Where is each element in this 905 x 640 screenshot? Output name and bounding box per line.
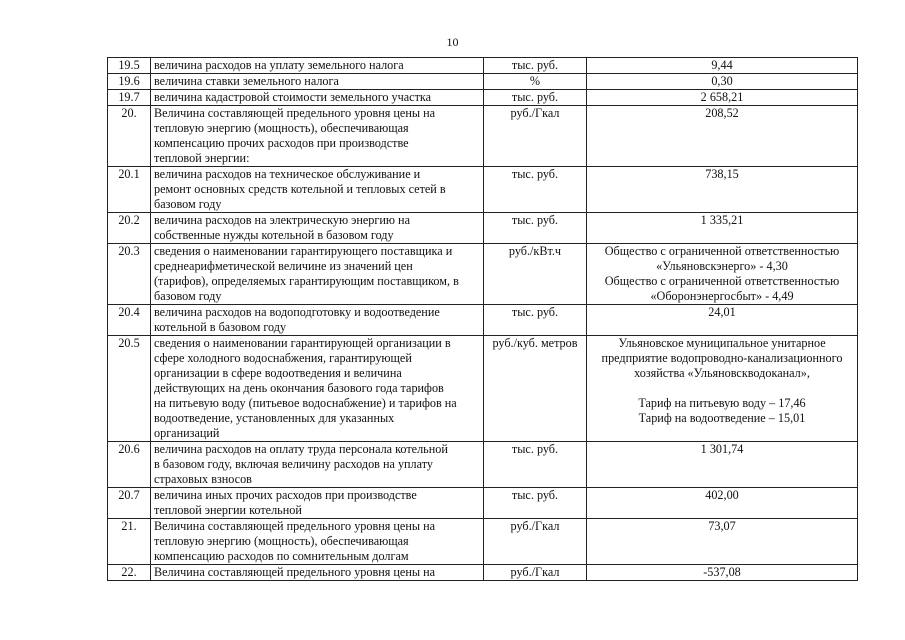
row-number: 20.5 (108, 336, 151, 442)
table-row (108, 213, 858, 244)
value-line: 24,01 (708, 305, 736, 319)
row-description (151, 58, 484, 74)
row-value (587, 90, 858, 106)
value-line: -537,08 (703, 565, 741, 579)
value-line: хозяйства «Ульяновскводоканал», (634, 366, 810, 380)
value-line (590, 381, 854, 396)
value-line: 2 658,21 (700, 90, 744, 104)
row-value (587, 244, 858, 305)
row-value (587, 336, 858, 442)
value-line: Общество с ограниченной ответственностью (604, 274, 840, 288)
tariff-table (107, 57, 858, 581)
row-description (151, 442, 484, 488)
row-unit: тыс. руб. (484, 58, 587, 74)
row-value (587, 488, 858, 519)
value-line: 73,07 (708, 519, 736, 533)
description-line: компенсацию расходов по сомнительным долгам (154, 549, 409, 563)
description-line: тепловую энергию (мощность), обеспечивающая (154, 121, 409, 135)
value-line: 1 335,21 (700, 213, 744, 227)
row-number: 20.7 (108, 488, 151, 519)
row-number: 21. (108, 519, 151, 565)
description-line: базовом году (154, 289, 222, 303)
row-unit: тыс. руб. (484, 90, 587, 106)
row-description (151, 106, 484, 167)
row-description (151, 74, 484, 90)
value-line: Ульяновское муниципальное унитарное (618, 336, 826, 350)
value-line: 1 301,74 (700, 442, 744, 456)
row-unit: тыс. руб. (484, 305, 587, 336)
row-value (587, 213, 858, 244)
description-line: страховых взносов (154, 472, 252, 486)
row-description (151, 488, 484, 519)
row-unit: руб./Гкал (484, 565, 587, 581)
row-unit: тыс. руб. (484, 488, 587, 519)
table-row (108, 305, 858, 336)
description-line: водоотведение, установленных для указанных (154, 411, 395, 425)
description-line: величина расходов на электрическую энергию на (154, 213, 410, 227)
description-line: сведения о наименовании гарантирующего поставщика и (154, 244, 453, 258)
table-row (108, 244, 858, 305)
row-number: 19.5 (108, 58, 151, 74)
row-number: 20.2 (108, 213, 151, 244)
description-line: величина расходов на водоподготовку и водоотведение (154, 305, 440, 319)
description-line: величина кадастровой стоимости земельного участка (154, 90, 432, 104)
row-number: 20.4 (108, 305, 151, 336)
description-line: сведения о наименовании гарантирующей организации в (154, 336, 451, 350)
row-unit: тыс. руб. (484, 213, 587, 244)
row-unit: руб./Гкал (484, 106, 587, 167)
description-line: среднеарифметической величине из значений цен (154, 259, 413, 273)
row-value (587, 74, 858, 90)
description-line: действующих на день окончания базового года тарифов (154, 381, 444, 395)
row-unit: руб./Гкал (484, 519, 587, 565)
row-unit: руб./куб. метров (484, 336, 587, 442)
row-number: 22. (108, 565, 151, 581)
row-description (151, 167, 484, 213)
description-line: Величина составляющей предельного уровня цены на (154, 519, 436, 533)
description-line: (тарифов), определяемых гарантирующим поставщиком, в (154, 274, 459, 288)
description-line: величина расходов на уплату земельного налога (154, 58, 404, 72)
row-unit: % (484, 74, 587, 90)
row-value (587, 442, 858, 488)
description-line: Величина составляющей предельного уровня цены на (154, 565, 436, 579)
value-line: «Оборонэнергосбыт» - 4,49 (650, 289, 794, 303)
table-row (108, 519, 858, 565)
row-value (587, 58, 858, 74)
row-number: 19.6 (108, 74, 151, 90)
table-row (108, 90, 858, 106)
table-row (108, 74, 858, 90)
table-row (108, 488, 858, 519)
row-number: 20.1 (108, 167, 151, 213)
value-line: «Ульяновскэнерго» - 4,30 (656, 259, 788, 273)
description-line: ремонт основных средств котельной и тепловых сетей в (154, 182, 446, 196)
value-line: 738,15 (705, 167, 739, 181)
row-number: 20.3 (108, 244, 151, 305)
description-line: тепловой энергии котельной (154, 503, 302, 517)
row-unit: руб./кВт.ч (484, 244, 587, 305)
description-line: компенсацию прочих расходов при производстве (154, 136, 409, 150)
row-value (587, 167, 858, 213)
value-line: Тариф на водоотведение – 15,01 (638, 411, 806, 425)
row-description (151, 90, 484, 106)
description-line: тепловой энергии: (154, 151, 250, 165)
row-description (151, 244, 484, 305)
description-line: величина ставки земельного налога (154, 74, 339, 88)
description-line: величина иных прочих расходов при производстве (154, 488, 417, 502)
table-row (108, 442, 858, 488)
table-row (108, 58, 858, 74)
description-line: величина расходов на оплату труда персонала котельной (154, 442, 448, 456)
description-line: котельной в базовом году (154, 320, 287, 334)
row-description (151, 565, 484, 581)
description-line: организаций (154, 426, 220, 440)
row-number: 19.7 (108, 90, 151, 106)
row-value (587, 305, 858, 336)
description-line: в базовом году, включая величину расходов на уплату (154, 457, 433, 471)
value-line: 0,30 (711, 74, 733, 88)
table-row (108, 167, 858, 213)
value-line: 402,00 (705, 488, 739, 502)
value-line: 9,44 (711, 58, 733, 72)
table-row (108, 565, 858, 581)
value-line: 208,52 (705, 106, 739, 120)
description-line: сфере холодного водоснабжения, гарантирующей (154, 351, 412, 365)
value-line: предприятие водопроводно-канализационного (601, 351, 843, 365)
row-description (151, 305, 484, 336)
row-unit: тыс. руб. (484, 167, 587, 213)
row-number: 20.6 (108, 442, 151, 488)
row-description (151, 213, 484, 244)
page-number: 10 (446, 35, 459, 49)
row-unit: тыс. руб. (484, 442, 587, 488)
description-line: Величина составляющей предельного уровня цены на (154, 106, 436, 120)
description-line: организации в сфере водоотведения и величина (154, 366, 402, 380)
description-line: собственные нужды котельной в базовом году (154, 228, 394, 242)
table-row (108, 336, 858, 442)
description-line: базовом году (154, 197, 222, 211)
description-line: тепловую энергию (мощность), обеспечивающая (154, 534, 409, 548)
row-value (587, 519, 858, 565)
tariff-table-body (108, 58, 858, 581)
value-line: Общество с ограниченной ответственностью (604, 244, 840, 258)
row-description (151, 519, 484, 565)
table-row (108, 106, 858, 167)
value-line: Тариф на питьевую воду – 17,46 (638, 396, 806, 410)
description-line: величина расходов на техническое обслуживание и (154, 167, 421, 181)
row-value (587, 565, 858, 581)
row-value (587, 106, 858, 167)
row-number: 20. (108, 106, 151, 167)
row-description (151, 336, 484, 442)
description-line: на питьевую воду (питьевое водоснабжение) и тарифов на (154, 396, 457, 410)
